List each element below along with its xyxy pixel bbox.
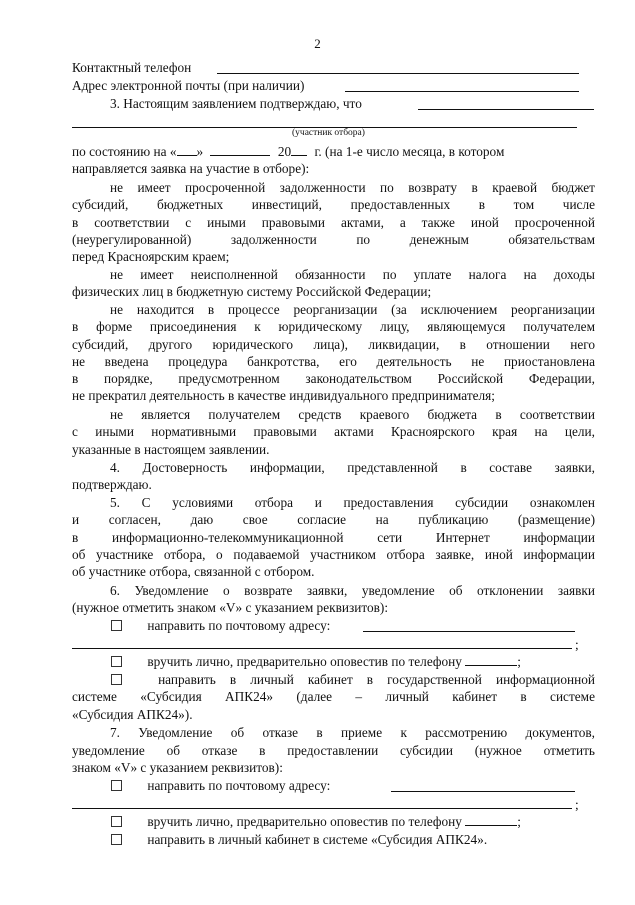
item6-phone-field[interactable]: [465, 653, 517, 666]
item7-line: 7. Уведомление об отказе в приеме к рассмотрению документов,: [110, 725, 595, 740]
participant-caption: (участник отбора): [292, 128, 365, 138]
reorg-line: субсидий, другого юридического лица), ликвидации, в отношении него: [72, 337, 595, 352]
checkbox[interactable]: [111, 656, 122, 667]
debt-line: (неурегулированной) задолженности по денежным обязательствам: [72, 232, 595, 247]
tax-line: не имеет неисполненной обязанности по уплате налога на доходы: [110, 267, 595, 282]
item6-cabinet-line: «Субсидия АПК24»).: [72, 707, 193, 722]
item7-option-cabinet: направить в личный кабинет в системе «Субсидия АПК24».: [111, 831, 591, 848]
page-number: 2: [314, 36, 321, 51]
item6-option-phone: вручить лично, предварительно оповестив по телефону ;: [111, 653, 591, 670]
checkbox[interactable]: [111, 620, 122, 631]
item6-mail-field-part1[interactable]: [363, 631, 575, 632]
item7-option-phone: вручить лично, предварительно оповестив по телефону ;: [111, 813, 591, 830]
item6-line: 6. Уведомление о возврате заявки, уведомление об отклонении заявки: [110, 583, 595, 598]
contact-phone-label: Контактный телефон: [72, 60, 192, 75]
recipient-line: с иными нормативными правовыми актами Красноярского края на цели,: [72, 424, 595, 439]
debt-line: в соответствии с иными правовыми актами, а также иной просроченной: [72, 215, 595, 230]
debt-line: перед Красноярским краем;: [72, 249, 230, 264]
item6-mail-field-part2[interactable]: [72, 648, 572, 649]
item5-line: об участнике отбора, связанной с отбором.: [72, 564, 315, 579]
month-field[interactable]: [210, 143, 270, 156]
item7-line: уведомление об отказе в предоставлении субсидии (нужное отметить: [72, 743, 595, 758]
tax-line: физических лиц в бюджетную систему Российской Федерации;: [72, 284, 432, 299]
reorg-line: в порядке, предусмотренном законодательством Российской Федерации,: [72, 371, 595, 386]
recipient-line: не является получателем средств краевого бюджета в соответствии: [110, 407, 595, 422]
debt-line: субсидий, бюджетных инвестиций, предоставленных в том числе: [72, 197, 595, 212]
reorg-line: не прекратил деятельность в качестве индивидуального предпринимателя;: [72, 388, 495, 403]
item5-line: 5. С условиями отбора и предоставления субсидии ознакомлен: [110, 495, 595, 510]
reorg-line: не введена процедура банкротства, его деятельность не приостановлена: [72, 354, 595, 369]
item7-phone-field[interactable]: [465, 813, 517, 826]
reorg-line: не находится в процессе реорганизации (за исключением реорганизации: [110, 302, 595, 317]
email-field[interactable]: [345, 91, 579, 92]
as-of-cont: направляется заявка на участие в отборе):: [72, 161, 310, 176]
semicolon: ;: [575, 797, 579, 812]
item7-line: знаком «V» с указанием реквизитов):: [72, 760, 283, 775]
checkbox[interactable]: [111, 674, 122, 685]
item6-line: (нужное отметить знаком «V» с указанием реквизитов):: [72, 600, 389, 615]
item4-line: 4. Достоверность информации, представленной в составе заявки,: [110, 460, 595, 475]
as-of-line: по состоянию на « » 20 г. (на 1-е число месяца, в котором: [72, 144, 505, 159]
item3-intro: 3. Настоящим заявлением подтверждаю, что: [110, 96, 362, 111]
item5-line: в информационно-телекоммуникационной сети Интернет информации: [72, 530, 595, 545]
item6-option-cabinet: направить в личный кабинет в государственной информационной: [111, 671, 595, 688]
item4-line: подтверждаю.: [72, 477, 152, 492]
year-field[interactable]: [291, 143, 307, 156]
item6-option-mail: направить по почтовому адресу:: [111, 617, 591, 634]
recipient-line: указанные в настоящем заявлении.: [72, 442, 270, 457]
item7-mail-field-part1[interactable]: [391, 791, 575, 792]
participant-field-part1[interactable]: [418, 109, 594, 110]
item6-cabinet-line: системе «Субсидия АПК24» (далее – личный кабинет в системе: [72, 689, 595, 704]
item7-option-mail: направить по почтовому адресу:: [111, 777, 591, 794]
email-label: Адрес электронной почты (при наличии): [72, 78, 305, 93]
reorg-line: в форме присоединения к юридическому лицу, являющемуся получателем: [72, 319, 595, 334]
item5-line: об участнике отбора, о подаваемой участником отбора заявке, иной информации: [72, 547, 595, 562]
day-field[interactable]: [177, 143, 197, 156]
item5-line: и согласен, даю свое согласие на публикацию (размещение): [72, 512, 595, 527]
contact-phone-field[interactable]: [217, 73, 579, 74]
checkbox[interactable]: [111, 816, 122, 827]
checkbox[interactable]: [111, 780, 122, 791]
item7-mail-field-part2[interactable]: [72, 808, 572, 809]
semicolon: ;: [575, 637, 579, 652]
checkbox[interactable]: [111, 834, 122, 845]
debt-line: не имеет просроченной задолженности по возврату в краевой бюджет: [110, 180, 595, 195]
